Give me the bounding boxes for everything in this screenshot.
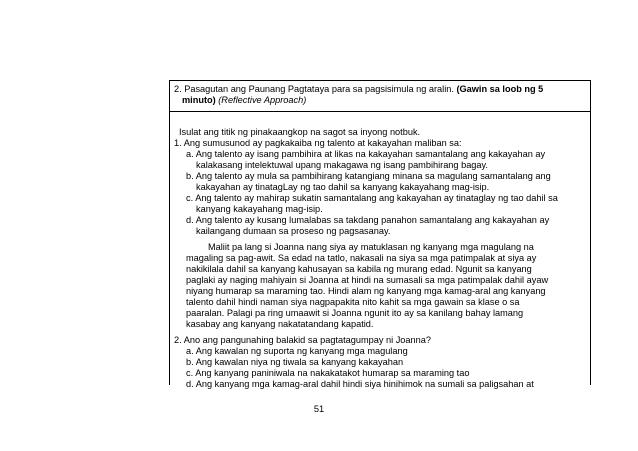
header-text: 2. Pasagutan ang Paunang Pagtataya para sa pagsisimula ng aralin. [174, 84, 457, 94]
passage-line: magaling sa pag-awit. Sa edad na tatlo, nakasali na siya sa mga patimpalak at siya ay [186, 253, 537, 263]
passage-line: niyang humarap sa maraming tao. Hindi alam ng kanyang mga kamag-aral ang kanyang [186, 286, 546, 296]
q2-choice-a: a. Ang kawalan ng suporta ng kanyang mga magulang [186, 346, 408, 356]
header-line-1 [174, 84, 543, 95]
q1-choice-a-line2: kalakasang intelektuwal upang makagawa ng isang pambihirang bagay. [196, 160, 488, 170]
q2-choice-d: d. Ang kanyang mga kamag-aral dahil hindi siya hinihimok na sumali sa paligsahan at [186, 379, 534, 389]
passage-line: nakikilala dahil sa kanyang kahusayan sa kabila ng murang edad. Ngunit sa kanyang [186, 264, 532, 274]
question-2-stem: 2. Ano ang pangunahing balakid sa pagtatagumpay ni Joanna? [174, 335, 431, 345]
q1-choice-d-line2: kailangang dumaan sa proseso ng pagsasanay. [196, 226, 391, 236]
page-number: 51 [313, 404, 325, 414]
instruction: Isulat ang titik ng pinakaangkop na sagot sa inyong notbuk. [179, 127, 421, 137]
q1-choice-b-line2: kakayahan ay tinatagLay ng tao dahil sa kanyang kakayahang mag-isip. [196, 182, 490, 192]
q2-choice-b: b. Ang kawalan niya ng tiwala sa kanyang kakayahan [186, 357, 404, 367]
q1-choice-c-line2: kanyang kakayahang mag-isip. [196, 204, 323, 214]
q1-choice-a-line1: a. Ang talento ay isang pambihira at likas na kakayahan samantalang ang kakayahan ay [186, 149, 546, 159]
q1-choice-d-line1: d. Ang talento ay kusang lumalabas sa takdang panahon samantalang ang kakayahan ay [186, 215, 550, 225]
q1-choice-b-line1: b. Ang talento ay mula sa pambihirang katangiang minana sa magulang samantalang ang [186, 171, 551, 181]
question-1-stem: 1. Ang sumusunod ay pagkakaiba ng talento at kakayahan maliban sa: [174, 138, 462, 148]
passage-line: paaralan. Palagi pa ring umaawit si Joanna ngunit ito ay sa kanilang bahay lamang [186, 308, 524, 318]
header-time-bold-2: minuto) [182, 95, 216, 105]
table-row-divider [169, 111, 591, 112]
q1-choice-c-line1: c. Ang talento ay mahirap sukatin samantalang ang kakayahan ay tinataglay ng tao dahil sa [186, 193, 558, 203]
header-approach: (Reflective Approach) [218, 95, 307, 105]
passage-line: paglaki ay naging mahiyain si Joanna at hindi na sumasali sa mga patimpalak dahil ayaw [186, 275, 549, 285]
passage-line: talento dahil hindi naman siya nagpapakita nito kahit sa mga gawain sa klase o sa [186, 297, 520, 307]
passage-line: kasabay ang kanyang nakatatandang kapatid. [186, 319, 374, 329]
q2-choice-c: c. Ang kanyang paniniwala na nakakatakot humarap sa maraming tao [186, 368, 470, 378]
header-line-2 [182, 95, 306, 106]
header-time-bold: (Gawin sa loob ng 5 [456, 84, 544, 94]
passage-line: Maliit pa lang si Joanna nang siya ay matuklasan ng kanyang mga magulang na [208, 242, 534, 252]
